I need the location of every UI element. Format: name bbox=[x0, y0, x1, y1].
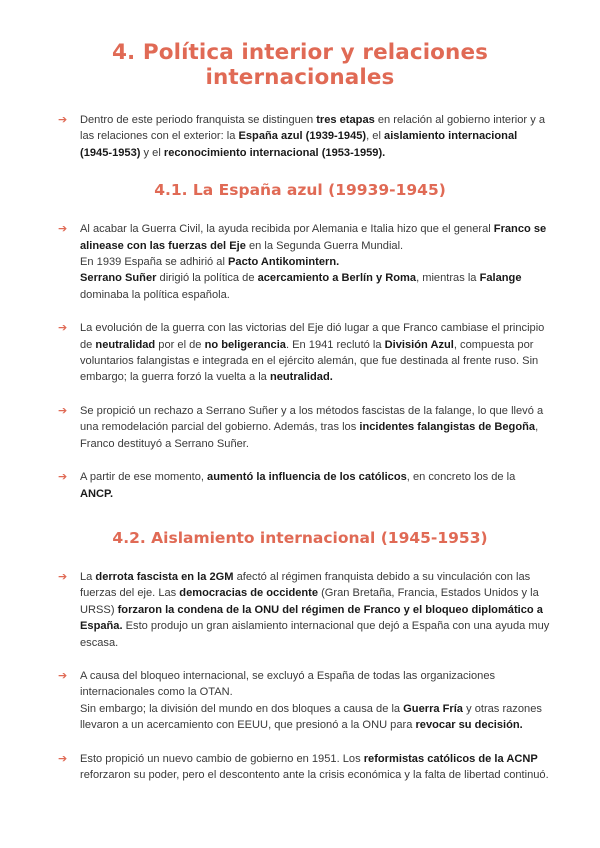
text-run: afectó al régimen franquista debido a su vinculación con las fuerzas del eje. Las bbox=[80, 570, 531, 600]
text-run: A partir de ese momento, bbox=[80, 471, 208, 484]
list-item-text bbox=[80, 270, 550, 303]
text-run: A causa del bloqueo internacional, se excluyó a España de todas las organizaciones internacionales como la OTAN. bbox=[80, 669, 496, 699]
bold-text: incidentes falangistas de Begoña bbox=[359, 421, 536, 434]
bold-text: Falange bbox=[479, 272, 522, 285]
bold-text: revocar su decisión. bbox=[415, 719, 523, 732]
bold-text: Pacto Antikomintern. bbox=[228, 256, 340, 269]
text-run: En 1939 España se adhirió al bbox=[80, 256, 229, 269]
list-item-text bbox=[80, 668, 550, 701]
text-run: en relación al gobierno interior y a las relaciones con el exterior: la bbox=[80, 114, 546, 143]
bold-text: Franco se alinease con las fuerzas del Eje bbox=[80, 223, 547, 252]
arrow-right-icon: ➔ bbox=[58, 471, 68, 484]
text-run: reforzaron su poder, pero el descontento ante la crisis económica y la falta de libertad continuó. bbox=[80, 768, 549, 781]
list-item-text bbox=[80, 254, 550, 270]
arrow-right-icon: ➔ bbox=[58, 322, 68, 335]
bold-text: neutralidad. bbox=[269, 371, 333, 384]
bold-text: División Azul bbox=[384, 338, 454, 351]
text-run: La bbox=[80, 570, 96, 583]
list-item-text bbox=[80, 320, 550, 386]
text-run: La evolución de la guerra con las victorias del Eje dió lugar a que Franco cambiase el principio de bbox=[80, 322, 545, 351]
list-item-text bbox=[80, 221, 550, 254]
list-item-text bbox=[80, 569, 550, 651]
list-item-text bbox=[80, 469, 550, 502]
list-item bbox=[50, 320, 550, 386]
text-run: dominaba la política española. bbox=[80, 288, 230, 301]
arrow-right-icon: ➔ bbox=[58, 570, 68, 583]
bold-text: Serrano Suñer bbox=[80, 272, 157, 285]
text-run: y otras razones llevaron a un acercamiento con EEUU, que presionó a la ONU para bbox=[80, 702, 542, 732]
list-item bbox=[50, 221, 550, 303]
bold-text: no beligerancia bbox=[204, 338, 286, 351]
bold-text: aislamiento internacional (1945-1953) bbox=[80, 130, 518, 159]
text-run: , el bbox=[366, 130, 385, 143]
list-item-text bbox=[80, 701, 550, 734]
text-run: (Gran Bretaña, Francia, Estados Unidos y la URSS) bbox=[80, 587, 539, 616]
arrow-right-icon: ➔ bbox=[58, 223, 68, 236]
text-run: por el de bbox=[155, 338, 205, 351]
text-run: dirigió la política de bbox=[156, 272, 258, 285]
bold-text: aumentó la influencia de los católicos bbox=[207, 471, 407, 484]
intro-paragraph bbox=[50, 112, 550, 161]
text-run: , mientras la bbox=[416, 272, 480, 285]
text-run: Dentro de este periodo franquista se distinguen bbox=[80, 114, 317, 126]
intro-text bbox=[80, 112, 550, 161]
section-heading-aislamiento: 4.2. Aislamiento internacional (1945-1953) bbox=[112, 528, 488, 547]
text-run: , compuesta por voluntarios falangistas e integrada en el ejército alemán, que fue destinada al frente ruso. Sin embargo; la guerra forzó la vuelta a la bbox=[80, 338, 539, 384]
text-run: en la Segunda Guerra Mundial. bbox=[245, 239, 404, 252]
bold-text: reconocimiento internacional (1953-1959). bbox=[163, 146, 386, 159]
bold-text: Guerra Fría bbox=[403, 702, 463, 715]
text-run: y el bbox=[140, 146, 164, 159]
text-run: Esto produjo un gran aislamiento internacional que dejó a España con una ayuda muy escasa. bbox=[80, 620, 550, 649]
text-run: Al acabar la Guerra Civil, la ayuda recibida por Alemania e Italia hizo que el general bbox=[80, 223, 494, 236]
list-item bbox=[50, 751, 550, 784]
page-title: 4. Política interior y relaciones internacionales bbox=[111, 40, 489, 90]
text-run: Se propició un rechazo a Serrano Suñer y a los métodos fascistas de la falange, lo que llevó a una remodelación parcial del gobierno. Además, tras los bbox=[80, 404, 544, 434]
text-run: Esto propició un nuevo cambio de gobierno en 1951. Los bbox=[80, 752, 364, 765]
bold-text: neutralidad bbox=[95, 338, 156, 351]
list-item bbox=[50, 569, 550, 651]
text-run: , Franco destituyó a Serrano Suñer. bbox=[80, 421, 539, 450]
text-run: Sin embargo; la división del mundo en dos bloques a causa de la bbox=[80, 702, 404, 715]
list-item bbox=[50, 668, 550, 734]
arrow-right-icon: ➔ bbox=[58, 404, 68, 417]
bold-text: tres etapas bbox=[316, 114, 375, 126]
bold-text: acercamiento a Berlín y Roma bbox=[257, 272, 417, 285]
bold-text: derrota fascista en la 2GM bbox=[95, 570, 234, 583]
section-heading-espana-azul: 4.1. La España azul (19939-1945) bbox=[154, 181, 446, 200]
section-list-aislamiento bbox=[50, 569, 550, 783]
arrow-right-icon: ➔ bbox=[58, 752, 68, 765]
bold-text: democracias de occidente bbox=[179, 587, 319, 600]
section-list-espana-azul bbox=[50, 221, 550, 502]
list-item bbox=[50, 403, 550, 452]
bold-text: forzaron la condena de la ONU del régimen de Franco y el bloqueo diplomático a España. bbox=[80, 603, 543, 633]
bold-text: España azul (1939-1945) bbox=[238, 130, 367, 143]
list-item bbox=[50, 469, 550, 502]
text-run: , en concreto los de la bbox=[406, 471, 516, 484]
arrow-right-icon: ➔ bbox=[58, 114, 68, 126]
list-item-text bbox=[80, 751, 550, 784]
text-run: . En 1941 reclutó la bbox=[285, 338, 385, 351]
arrow-right-icon: ➔ bbox=[58, 669, 68, 682]
bold-text: reformistas católicos de la ACNP bbox=[363, 752, 538, 765]
bold-text: ANCP. bbox=[80, 487, 114, 500]
list-item-text bbox=[80, 403, 550, 452]
